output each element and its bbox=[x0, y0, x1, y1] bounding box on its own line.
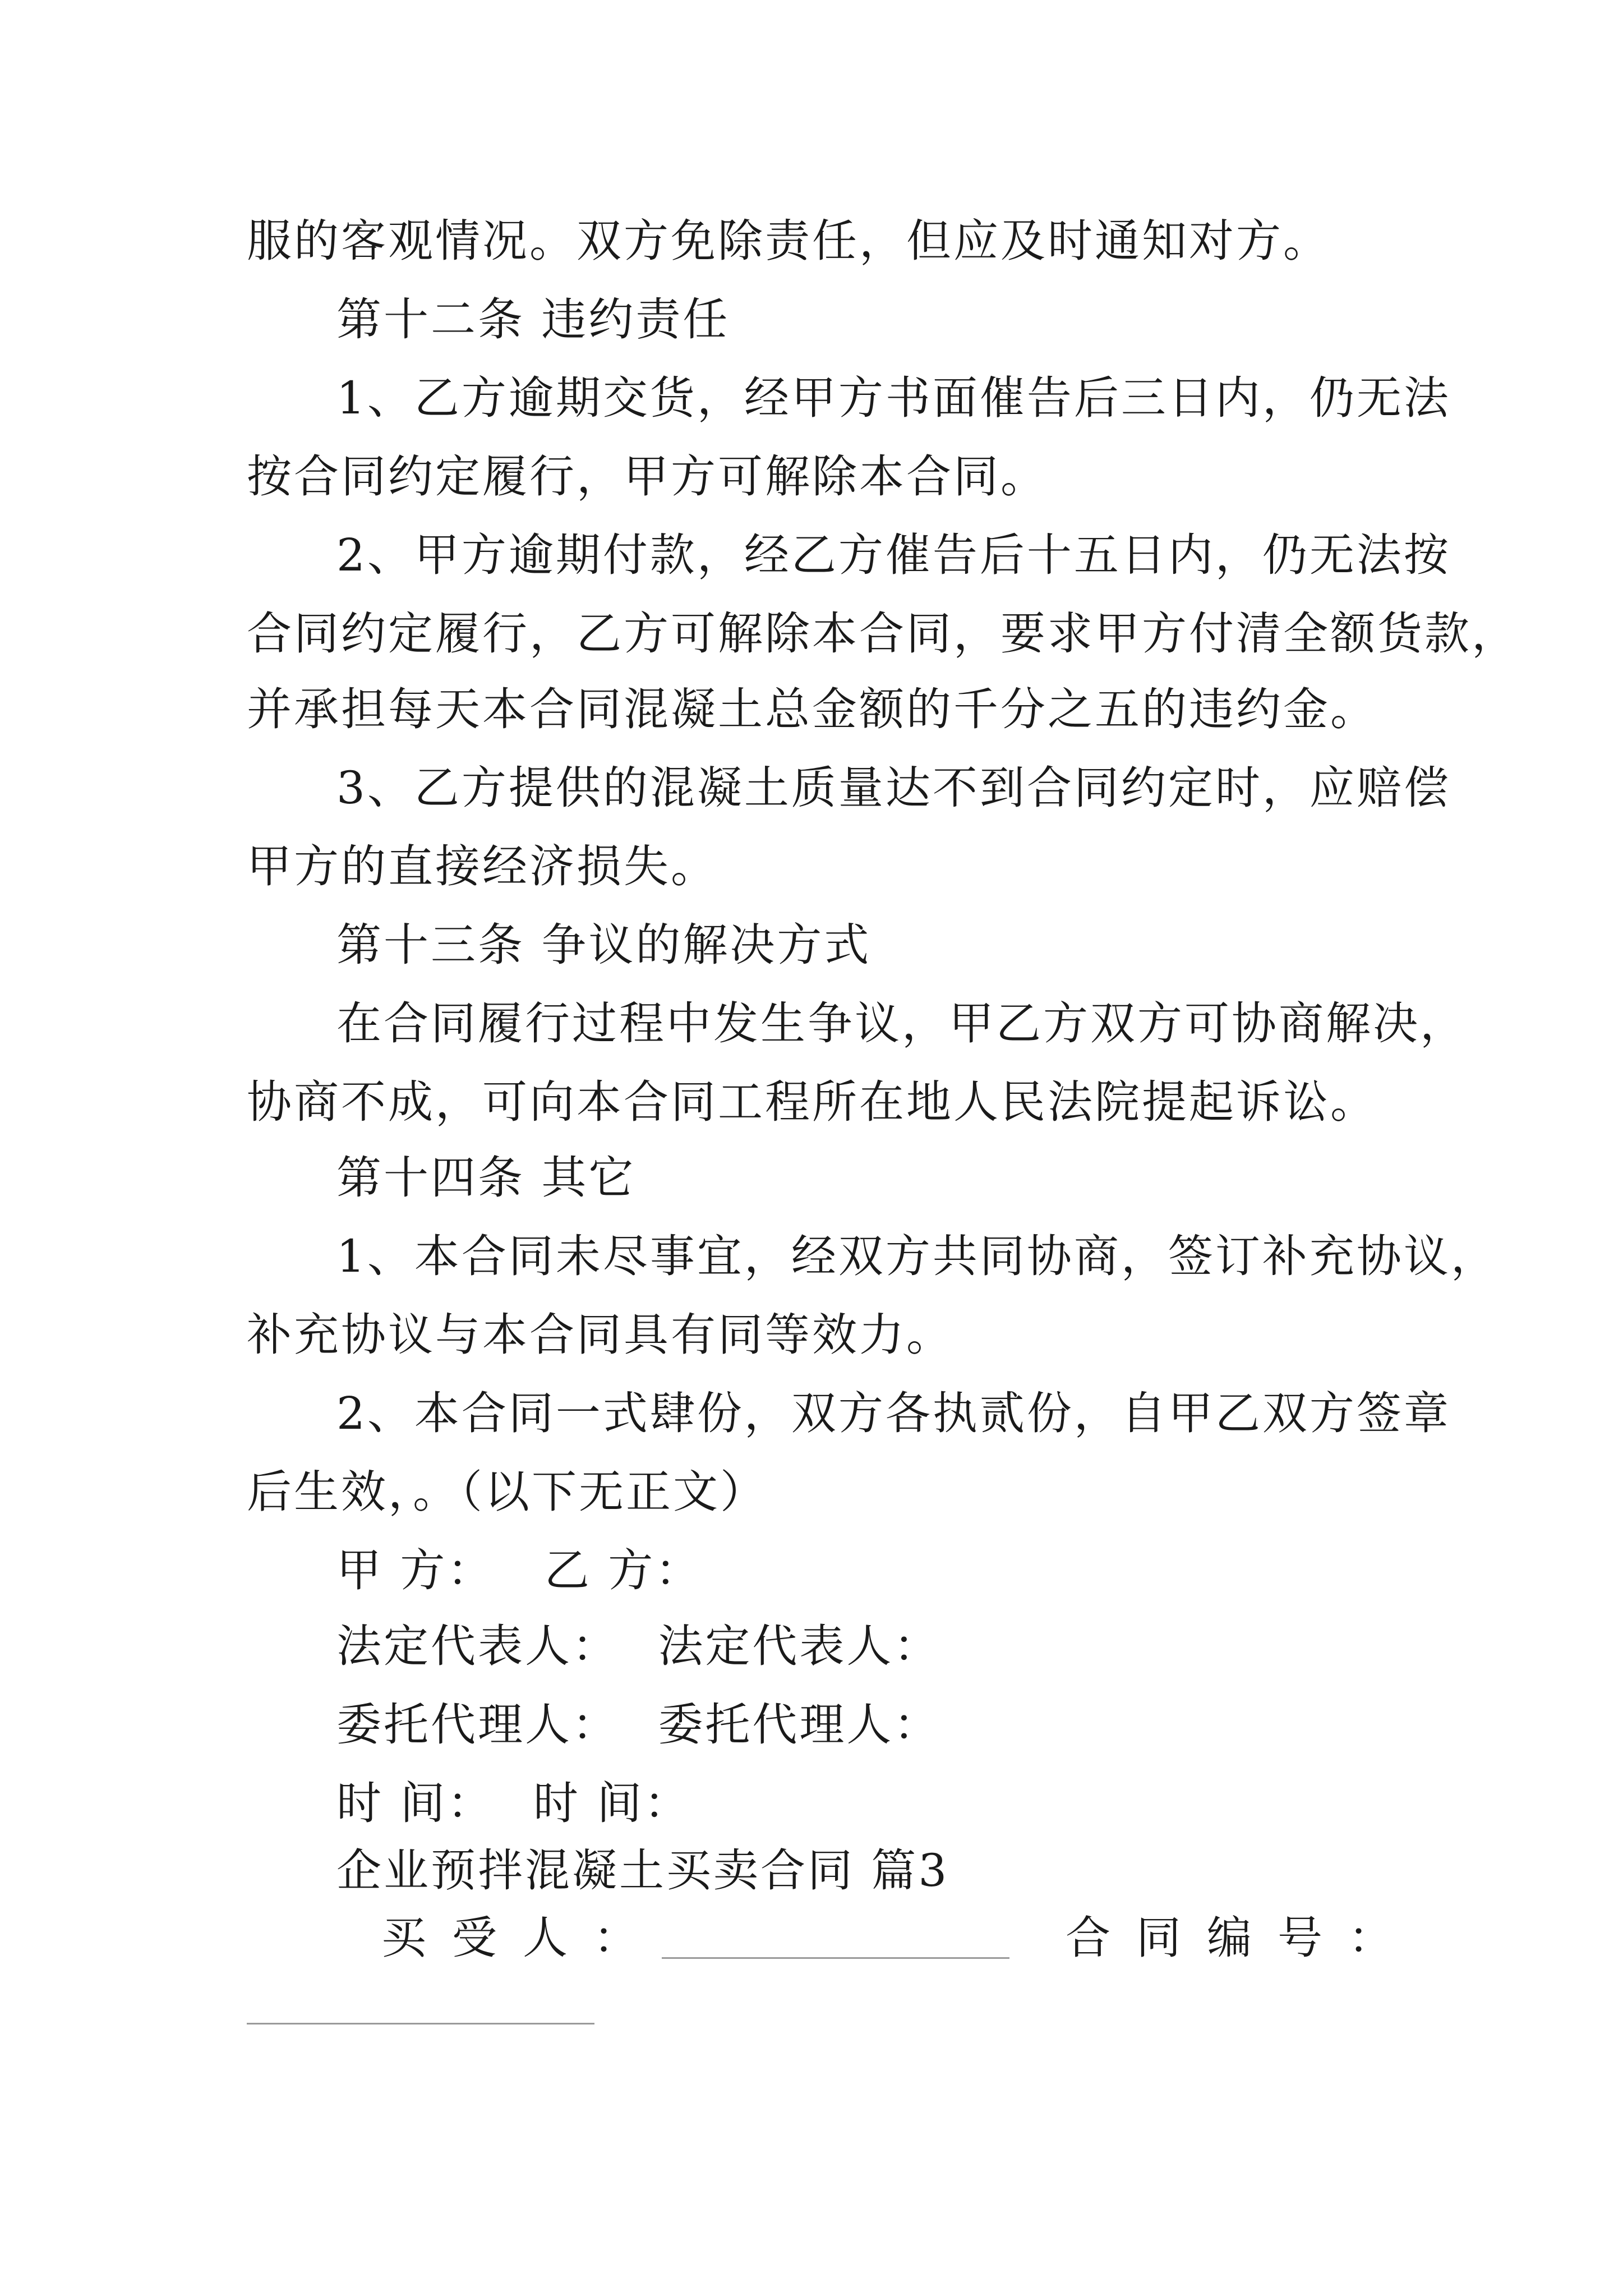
paragraph-line: 补充协议与本合同具有同等效力。 bbox=[247, 1309, 953, 1361]
paragraph-line: 2、本合同一式肆份，双方各执贰份，自甲乙双方签章 bbox=[336, 1387, 1451, 1439]
paragraph-line: 服的客观情况。双方免除责任，但应及时通知对方。 bbox=[247, 215, 1330, 267]
article-13-heading: 第十三条 争议的解决方式 bbox=[336, 919, 872, 971]
paragraph-line: 1、乙方逾期交货，经甲方书面催告后三日内，仍无法 bbox=[336, 372, 1451, 424]
article-12-heading: 第十二条 违约责任 bbox=[336, 293, 730, 346]
paragraph-line: 2、甲方逾期付款，经乙方催告后十五日内，仍无法按 bbox=[336, 529, 1451, 581]
agent-a-label: 委托代理人： bbox=[336, 1699, 619, 1751]
party-b-label: 乙 方： bbox=[544, 1544, 703, 1596]
time-a-label: 时 间： bbox=[336, 1777, 495, 1829]
contract-number-label: 合同编号： bbox=[1066, 1912, 1419, 1964]
agent-b-label: 委托代理人： bbox=[658, 1699, 941, 1751]
agent-row bbox=[336, 1697, 940, 1753]
buyer-label: 买受人： bbox=[381, 1912, 664, 1964]
party-signature-row bbox=[336, 1543, 702, 1599]
section-title: 企业预拌混凝土买卖合同 篇3 bbox=[336, 1844, 949, 1897]
legal-rep-row bbox=[336, 1618, 940, 1674]
contract-number-blank-line bbox=[247, 2023, 594, 2024]
paragraph-line: 在合同履行过程中发生争议，甲乙方双方可协商解决， bbox=[336, 997, 1467, 1050]
paragraph-line: 3、乙方提供的混凝土质量达不到合同约定时，应赔偿 bbox=[336, 762, 1451, 814]
buyer-row bbox=[381, 1910, 1419, 1966]
paragraph-line: 后生效，。（以下无正文） bbox=[247, 1466, 767, 1518]
legal-rep-b-label: 法定代表人： bbox=[658, 1620, 941, 1672]
paragraph-line: 协商不成，可向本合同工程所在地人民法院提起诉讼。 bbox=[247, 1076, 1377, 1128]
paragraph-line: 并承担每天本合同混凝土总金额的千分之五的违约金。 bbox=[247, 683, 1377, 735]
legal-rep-a-label: 法定代表人： bbox=[336, 1620, 619, 1672]
paragraph-line: 1、本合同未尽事宜，经双方共同协商，签订补充协议， bbox=[336, 1230, 1498, 1282]
paragraph-line: 甲方的直接经济损失。 bbox=[247, 840, 718, 892]
paragraph-line: 按合同约定履行，甲方可解除本合同。 bbox=[247, 450, 1048, 503]
time-b-label: 时 间： bbox=[533, 1777, 691, 1829]
party-a-label: 甲 方： bbox=[336, 1544, 495, 1596]
time-row bbox=[336, 1775, 691, 1832]
article-14-heading: 第十四条 其它 bbox=[336, 1152, 636, 1204]
paragraph-line: 合同约定履行，乙方可解除本合同，要求甲方付清全额货款， bbox=[247, 608, 1519, 660]
buyer-blank-line bbox=[662, 1957, 1009, 1959]
